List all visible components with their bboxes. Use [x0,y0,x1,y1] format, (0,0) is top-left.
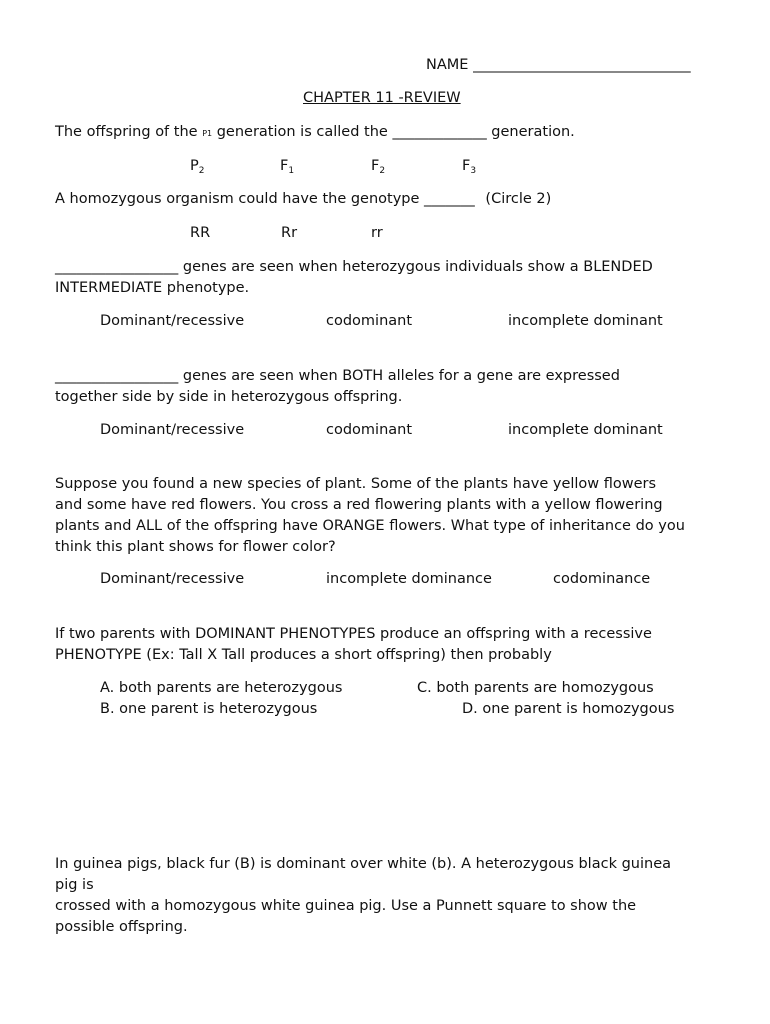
page-title: CHAPTER 11 -REVIEW [303,90,461,106]
q1-p1: P1 [202,129,213,138]
q1-choice-2[interactable]: $F_1$ [280,158,295,176]
q4-blank[interactable]: _________________ [55,368,179,384]
q4-choice-dominant-recessive[interactable]: Dominant/recessive [100,422,245,438]
question-6 [55,624,720,666]
q4-choice-codominant[interactable]: codominant [326,422,413,438]
q6-line-2: PHENOTYPE (Ex: Tall X Tall produces a short offspring) then probably [55,647,552,663]
q2-choice-rr-recessive[interactable]: rr [371,225,383,241]
name-label: NAME [426,57,469,73]
q5-choice-dominant-recessive[interactable]: Dominant/recessive [100,571,245,587]
q1-choice-3[interactable]: $F_2$ [371,158,386,176]
q2-choice-rr-dominant[interactable]: RR [190,225,211,241]
question-7 [55,854,720,938]
q5-choice-incomplete-dominance[interactable]: incomplete dominance [326,571,492,587]
q7-line-3: crossed with a homozygous white guinea pig. Use a Punnett square to show the [55,898,637,914]
q3-line-2: INTERMEDIATE phenotype. [55,280,250,296]
q6-option-b[interactable]: B. one parent is heterozygous [100,701,318,717]
question-4 [55,366,720,408]
q5-line-3: plants and ALL of the offspring have ORANGE flowers. What type of inheritance do you [55,518,685,534]
q3-blank[interactable]: _________________ [55,259,179,275]
question-2 [55,192,551,207]
q2-choice-rr-hetero[interactable]: Rr [281,225,298,241]
q1-choice-1[interactable]: $P_2$ [190,158,205,176]
name-blank[interactable]: ______________________________ [473,57,691,73]
q1-text-a: The offspring of the [55,124,198,140]
name-field[interactable] [426,58,691,73]
q7-line-1: In guinea pigs, black fur (B) is dominant over white (b). A heterozygous black guinea [55,856,671,872]
q3-line-1: genes are seen when heterozygous individuals show a BLENDED [182,259,653,275]
q1-text-c: generation. [491,124,575,140]
q2-blank[interactable]: _______ [424,191,475,207]
q1-text-b: generation is called the [216,124,388,140]
q4-choice-incomplete-dominant[interactable]: incomplete dominant [508,422,663,438]
question-1 [55,125,575,140]
q1-blank[interactable]: _____________ [392,124,487,140]
q7-line-4: possible offspring. [55,919,188,935]
q7-line-2: pig is [55,877,94,893]
q6-line-1: If two parents with DOMINANT PHENOTYPES produce an offspring with a recessive [55,626,652,642]
q4-line-1: genes are seen when BOTH alleles for a gene are expressed [182,368,620,384]
q6-option-d[interactable]: D. one parent is homozygous [462,701,675,717]
q6-option-c[interactable]: C. both parents are homozygous [417,680,654,696]
q5-line-2: and some have red flowers. You cross a red flowering plants with a yellow flowering [55,497,663,513]
q4-line-2: together side by side in heterozygous offspring. [55,389,403,405]
q2-text-b: (Circle 2) [485,191,552,207]
question-5 [55,474,720,558]
q6-option-a[interactable]: A. both parents are heterozygous [100,680,343,696]
q5-line-4: think this plant shows for flower color? [55,539,336,555]
q3-choice-dominant-recessive[interactable]: Dominant/recessive [100,313,245,329]
q5-line-1: Suppose you found a new species of plant. Some of the plants have yellow flowers [55,476,657,492]
q3-choice-codominant[interactable]: codominant [326,313,413,329]
q1-choice-4[interactable]: $F_3$ [462,158,477,176]
question-3 [55,257,720,299]
q3-choice-incomplete-dominant[interactable]: incomplete dominant [508,313,663,329]
q2-text-a: A homozygous organism could have the genotype [55,191,420,207]
q5-choice-codominance[interactable]: codominance [553,571,651,587]
